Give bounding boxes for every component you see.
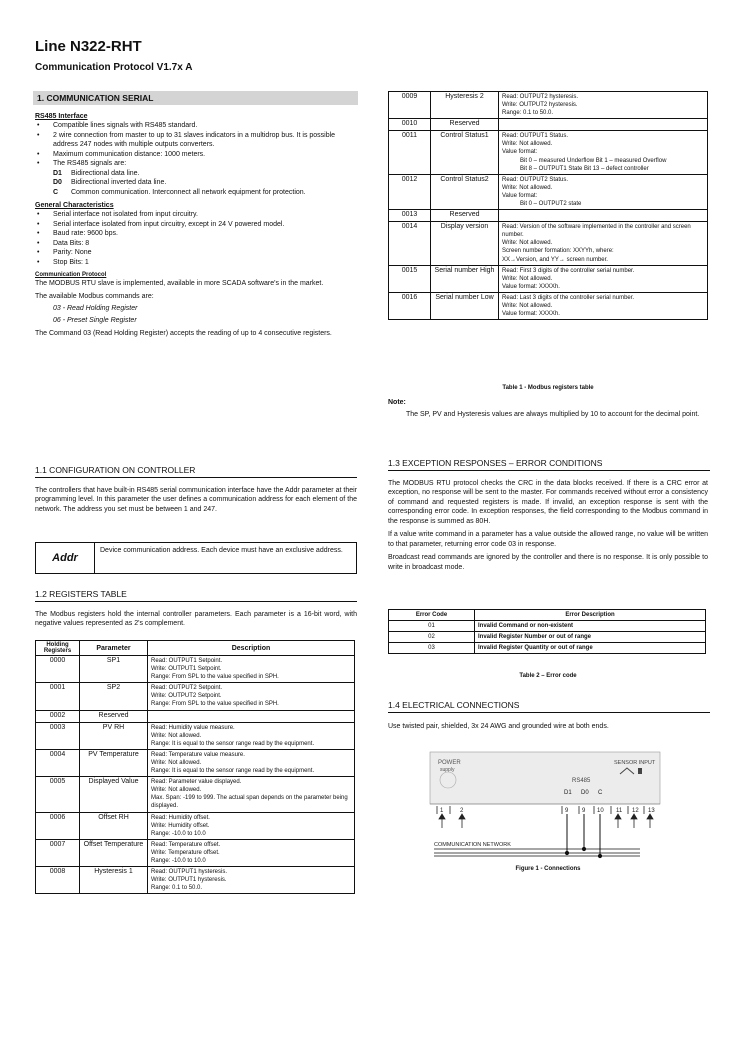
description-line: Read: First 3 digits of the controller serial number. [502,267,635,274]
description-line: Max. Span: -199 to 999. The actual span depends on the parameter being displayed. [151,795,348,810]
description-line: Range: It is equal to the sensor range read by the equipment. [151,740,315,747]
error-table [388,609,706,654]
description-line: Write: Not allowed. [502,141,553,148]
description-line: Value format: [502,149,538,156]
description-line: Read: OUTPUT2 Setpoint. [151,685,223,692]
list-item: • Data Bits: 8 [53,239,357,248]
protocol-paragraph: The Command 03 (Read Holding Register) accepts the reading of up to 4 consecutive registers. [35,329,332,337]
addr-parameter-box [35,542,357,574]
rs485-list [35,121,357,168]
description-line: Write: Not allowed. [151,759,202,766]
protocol-paragraph: The available Modbus commands are: [35,292,154,300]
register-number: 0010 [389,119,431,131]
register-number: 0014 [389,222,431,265]
table-row [389,92,708,119]
register-parameter: Control Status1 [431,131,499,174]
register-description [499,174,708,209]
description-line: Read: OUTPUT1 hysteresis. [151,869,228,876]
table-row [36,867,355,894]
table-row [389,621,706,632]
description-line: Write: OUTPUT1 Setpoint. [151,666,222,673]
register-parameter: SP2 [80,683,148,710]
col-holding-registers: Holding Registers [36,641,80,656]
table-row [36,656,355,683]
description-line: Write: Humidity offset. [151,822,210,829]
description-line: Range: 0.1 to 50.0. [151,885,203,892]
signal-list [35,169,357,197]
register-description [499,131,708,174]
description-line: Range: From SPL to the value specified in SPH. [151,701,279,708]
addr-parameter-desc: Device communication address. Each device must have an exclusive address. [100,547,343,554]
list-item: • The RS485 signals are: [53,159,357,168]
rs485-title: RS485 Interface [35,113,88,120]
description-line: Read: Parameter value displayed. [151,779,242,786]
table-row [36,812,355,839]
table-row [36,839,355,866]
terminal-number: 1 [440,808,444,814]
c-label: C [598,790,603,796]
description-line: Read: OUTPUT1 Status. [502,133,569,140]
description-line: Write: Not allowed. [502,240,553,247]
register-number: 0013 [389,210,431,222]
terminal-number: 9 [582,808,586,814]
list-item: • 2 wire connection from master to up to 31 slaves indicators in a multidrop bus. It is possible address 247 nodes with multiple outputs converters. [53,131,357,150]
list-item: • Serial interface isolated from input circuitry, except in 24 V powered model. [53,220,357,229]
register-parameter: Displayed Value [80,777,148,812]
col-error-code: Error Code [389,610,475,621]
table-row [36,777,355,812]
register-parameter: Hysteresis 2 [431,92,499,119]
terminal-number: 9 [565,808,569,814]
description-line: Read: Humidity offset. [151,814,210,821]
list-item: • Parity: None [53,248,357,257]
addr-parameter-key: Addr [36,543,95,573]
error-description: Invalid Register Quantity or out of range [475,643,706,654]
document-subtitle: Communication Protocol V1.7x A [35,62,193,73]
register-description [148,812,355,839]
description-line: Read: Humidity value measure. [151,724,235,731]
register-number: 0016 [389,292,431,319]
register-parameter: Offset RH [80,812,148,839]
col-parameter: Parameter [80,641,148,656]
error-description: Invalid Command or non-existent [475,621,706,632]
table-row [389,131,708,174]
configuration-paragraph: The controllers that have built-in RS485 serial communication interface have the Addr parameter at their programming level. In this parameter the user defines a communication address for each element of the network. The address you set must be between 1 and 247. [35,487,357,513]
register-description [148,867,355,894]
registers-paragraph: The Modbus registers hold the internal controller parameters. Each parameter is a 16-bit word, with negative values represented as 2's complement. [35,611,357,628]
table-row [389,292,708,319]
description-line: Bit 0 – measured Underflow Bit 1 – measured Overflow [520,157,667,164]
register-description [148,683,355,710]
signal-desc: Common communication. Interconnect all network equipment for protection. [71,188,306,196]
description-line: Write: Not allowed. [151,787,202,794]
description-line: Write: Not allowed. [502,302,553,309]
description-line: Value format: XXXXh. [502,311,560,318]
terminal-number: 10 [597,808,604,814]
terminal-number: 2 [460,808,464,814]
description-line: XX→Version, and YY→ screen number. [502,256,608,263]
section-heading-exceptions: 1.3 EXCEPTION RESPONSES – ERROR CONDITIONS [388,458,710,471]
col-description: Description [148,641,355,656]
sensor-input-label: SENSOR INPUT [614,760,656,766]
description-line: Write: OUTPUT2 hysteresis. [502,102,578,109]
rs485-label: RS485 [572,778,591,784]
register-number: 0000 [36,656,80,683]
modbus-command: 06 - Preset Single Register [53,317,137,325]
list-item: • Stop Bits: 1 [53,258,357,267]
terminal-dividers [437,806,644,814]
register-parameter: PV RH [80,722,148,749]
electrical-paragraph: Use twisted pair, shielded, 3x 24 AWG and grounded wire at both ends. [388,723,609,730]
description-line: Write: OUTPUT2 Setpoint. [151,693,222,700]
list-item: • Serial interface not isolated from input circuitry. [53,210,357,219]
description-line: Write: OUTPUT1 hysteresis. [151,877,227,884]
exceptions-paragraph: Broadcast read commands are ignored by the controller and there is no response. It is only possible to write in broadcast mode. [388,554,708,571]
register-description [499,92,708,119]
description-line: Value format: XXXXh. [502,283,560,290]
sensor-icon [638,768,642,774]
description-line: Read: Temperature value measure. [151,751,245,758]
description-line: Range: 0.1 to 50.0. [502,110,554,117]
register-parameter: Display version [431,222,499,265]
register-description [148,777,355,812]
register-parameter: Serial number High [431,265,499,292]
description-line: Bit 8 – OUTPUT1 State Bit 13 – defect controller [520,165,649,172]
description-line: Range: It is equal to the sensor range read by the equipment. [151,768,315,775]
general-list [35,210,357,267]
table1-caption: Table 1 - Modbus registers table [502,385,594,391]
register-description [499,210,708,222]
exceptions-paragraph: The MODBUS RTU protocol checks the CRC in the data blocks received. If there is a CRC error at exception, no response will be sent to the master. For commands received without error a consistency of command and requested registers is made. If invalid, an exception response is sent with the corresponding error code. In exception responses, the field corresponding to the Modbus command in the response is summed as 80H. [388,480,708,525]
register-number: 0005 [36,777,80,812]
register-number: 0011 [389,131,431,174]
general-title: General Characteristics [35,201,114,209]
d0-label: D0 [581,790,589,796]
register-number: 0012 [389,174,431,209]
table-row [389,174,708,209]
register-parameter: Offset Temperature [80,839,148,866]
table2-caption: Table 2 – Error code [519,673,577,679]
register-parameter: Hysteresis 1 [80,867,148,894]
register-description [499,265,708,292]
description-line: Bit 0 – OUTPUT2 state [520,201,582,208]
connection-diagram [420,748,670,860]
description-line: Read: OUTPUT2 hysteresis. [502,94,579,100]
description-line: Read: OUTPUT2 Status. [502,176,569,183]
figure1-caption: Figure 1 - Connections [515,866,581,872]
table-row [36,749,355,776]
description-line: Read: Temperature offset. [151,841,221,848]
error-description: Invalid Register Number or out of range [475,632,706,643]
error-code: 02 [389,632,475,643]
section-heading-configuration: 1.1 CONFIGURATION ON CONTROLLER [35,465,357,478]
description-line: Write: Not allowed. [502,275,553,282]
register-number: 0007 [36,839,80,866]
register-description [148,656,355,683]
error-code: 03 [389,643,475,654]
document-title: Line N322-RHT [35,38,142,55]
supply-label: supply [440,767,455,773]
table-row [389,222,708,265]
register-description [148,839,355,866]
section-heading-registers: 1.2 REGISTERS TABLE [35,589,357,602]
protocol-paragraph: The MODBUS RTU slave is implemented, available in more SCADA software's in the market. [35,280,324,288]
network-bus-lines [434,849,640,856]
register-number: 0015 [389,265,431,292]
section-heading-electrical: 1.4 ELECTRICAL CONNECTIONS [388,700,710,713]
table-row [36,683,355,710]
network-label: COMMUNICATION NETWORK [434,842,511,848]
register-number: 0001 [36,683,80,710]
register-parameter: SP1 [80,656,148,683]
terminal-number: 12 [632,808,639,814]
table-row [389,643,706,654]
signal-key: D0 [53,179,62,187]
register-parameter: Reserved [431,119,499,131]
register-parameter: Reserved [431,210,499,222]
table-row [389,210,708,222]
register-parameter: Control Status2 [431,174,499,209]
registers-table-right [388,91,708,320]
list-item: • Baud rate: 9600 bps. [53,229,357,238]
signal-desc: Bidirectional inverted data line. [71,179,167,187]
input-arrows [439,814,653,828]
d1-label: D1 [564,790,572,796]
table-row [389,265,708,292]
col-error-description: Error Description [475,610,706,621]
register-description [499,222,708,265]
register-number: 0002 [36,710,80,722]
signal-key: D1 [53,169,62,177]
power-label: POWER [438,760,461,766]
register-parameter: PV Temperature [80,749,148,776]
table-row [389,119,708,131]
register-description [148,749,355,776]
rs485-block [35,112,357,338]
note-text: The SP, PV and Hysteresis values are always multiplied by 10 to account for the decimal point. [406,411,700,418]
protocol-title: Communication Protocol [35,272,107,278]
terminal-number: 11 [616,808,623,814]
register-parameter: Serial number Low [431,292,499,319]
description-line: Value format: [502,192,538,199]
list-item: • Compatible lines signals with RS485 standard. [53,121,357,130]
exceptions-block [388,479,708,572]
register-number: 0008 [36,867,80,894]
register-description [499,119,708,131]
table-row [36,710,355,722]
terminal-number: 13 [648,808,655,814]
description-line: Write: Not allowed. [151,732,202,739]
register-number: 0003 [36,722,80,749]
register-description [499,292,708,319]
register-number: 0009 [389,92,431,119]
list-item: • Maximum communication distance: 1000 meters. [53,150,357,159]
exceptions-paragraph: If a value write command in a parameter has a value outside the allowed range, no value will be written to that parameter, returning error code 03 in response. [388,531,708,548]
modbus-command: 03 - Read Holding Register [53,304,138,312]
description-line: Read: Version of the software implemented in the controller and screen number. [502,224,691,239]
description-line: Screen number formation: XXYYh, where: [502,248,614,255]
register-description [148,722,355,749]
register-number: 0004 [36,749,80,776]
table-row [389,632,706,643]
terminal-strip [440,808,655,814]
error-code: 01 [389,621,475,632]
note-title: Note: [388,399,406,406]
table-row [36,722,355,749]
description-line: Range: -10.0 to 10.0 [151,830,206,837]
description-line: Write: Temperature offset. [151,849,220,856]
register-parameter: Reserved [80,710,148,722]
description-line: Read: Last 3 digits of the controller serial number. [502,294,635,301]
section-heading-communication: 1. COMMUNICATION SERIAL [33,91,358,105]
network-wires [565,814,601,858]
description-line: Read: OUTPUT1 Setpoint. [151,658,223,664]
signal-desc: Bidirectional data line. [71,169,140,177]
registers-table-left [35,640,355,894]
description-line: Range: From SPL to the value specified in SPH. [151,674,279,681]
register-description [148,710,355,722]
description-line: Range: -10.0 to 10.0 [151,857,206,864]
signal-key: C [53,188,59,196]
register-number: 0006 [36,812,80,839]
description-line: Write: Not allowed. [502,184,553,191]
